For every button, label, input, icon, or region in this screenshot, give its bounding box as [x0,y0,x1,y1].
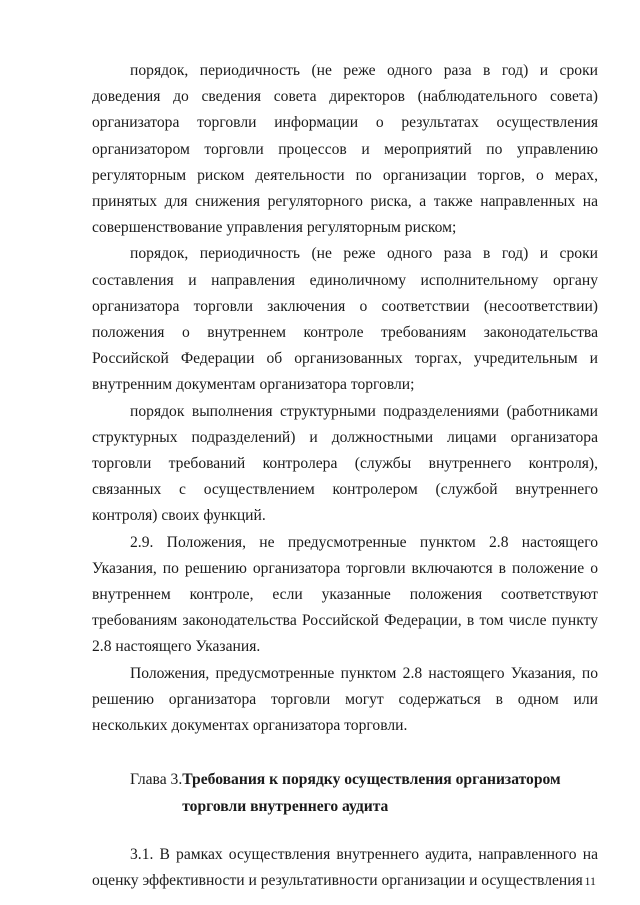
chapter-number: Глава 3. [130,771,183,789]
paragraph-order-communication: порядок, периодичность (не реже одного раза в год) и сроки доведения до сведения совета директоров (наблюдательного совета) организатора торговли информации о результатах осуществления организатором торговли процессов и мероприятий по управлению регуляторным риском деятельности по организации торгов, о мерах, принятых для снижения регуляторного риска, а также направленных на совершенствование управления регуляторным риском; [92,62,598,237]
paragraph-3-1: 3.1. В рамках осуществления внутреннего аудита, направленного на оценку эффективности и результативности организации и осуществления [92,846,598,890]
document-page [92,58,598,895]
chapter-heading [92,767,598,820]
paragraph-order-conclusion: порядок, периодичность (не реже одного раза в год) и сроки составления и направления единоличному исполнительному органу организатора торговли заключения о соответствии (несоответствии) положения о внутреннем контроле требованиям законодательства Российской Федерации об организованных торгах, учредительным и внутренним документам организатора торговли; [92,245,598,394]
paragraph-2-9: 2.9. Положения, не предусмотренные пунктом 2.8 настоящего Указания, по решению организатора торговли включаются в положение о внутреннем контроле, если указанные положения соответствуют требованиям законодательства Российской Федерации, в том числе пункту 2.8 настоящего Указания. [92,533,598,656]
page-number: 11 [584,874,596,888]
chapter-title-line2: торговли внутреннего аудита [182,797,389,815]
chapter-title-line1: Требования к порядку осуществления организатором [182,771,561,789]
paragraph-provisions: Положения, предусмотренные пунктом 2.8 настоящего Указания, по решению организатора торговли могут содержаться в одном или нескольких документах организатора торговли. [92,664,598,735]
paragraph-order-execution: порядок выполнения структурными подразделениями (работниками структурных подразделений) и должностными лицами организатора торговли требований контролера (службы внутреннего контроля), связанных с осуществлением контролером (службой внутреннего контроля) своих функций. [92,402,598,525]
chapter-title [182,767,598,820]
